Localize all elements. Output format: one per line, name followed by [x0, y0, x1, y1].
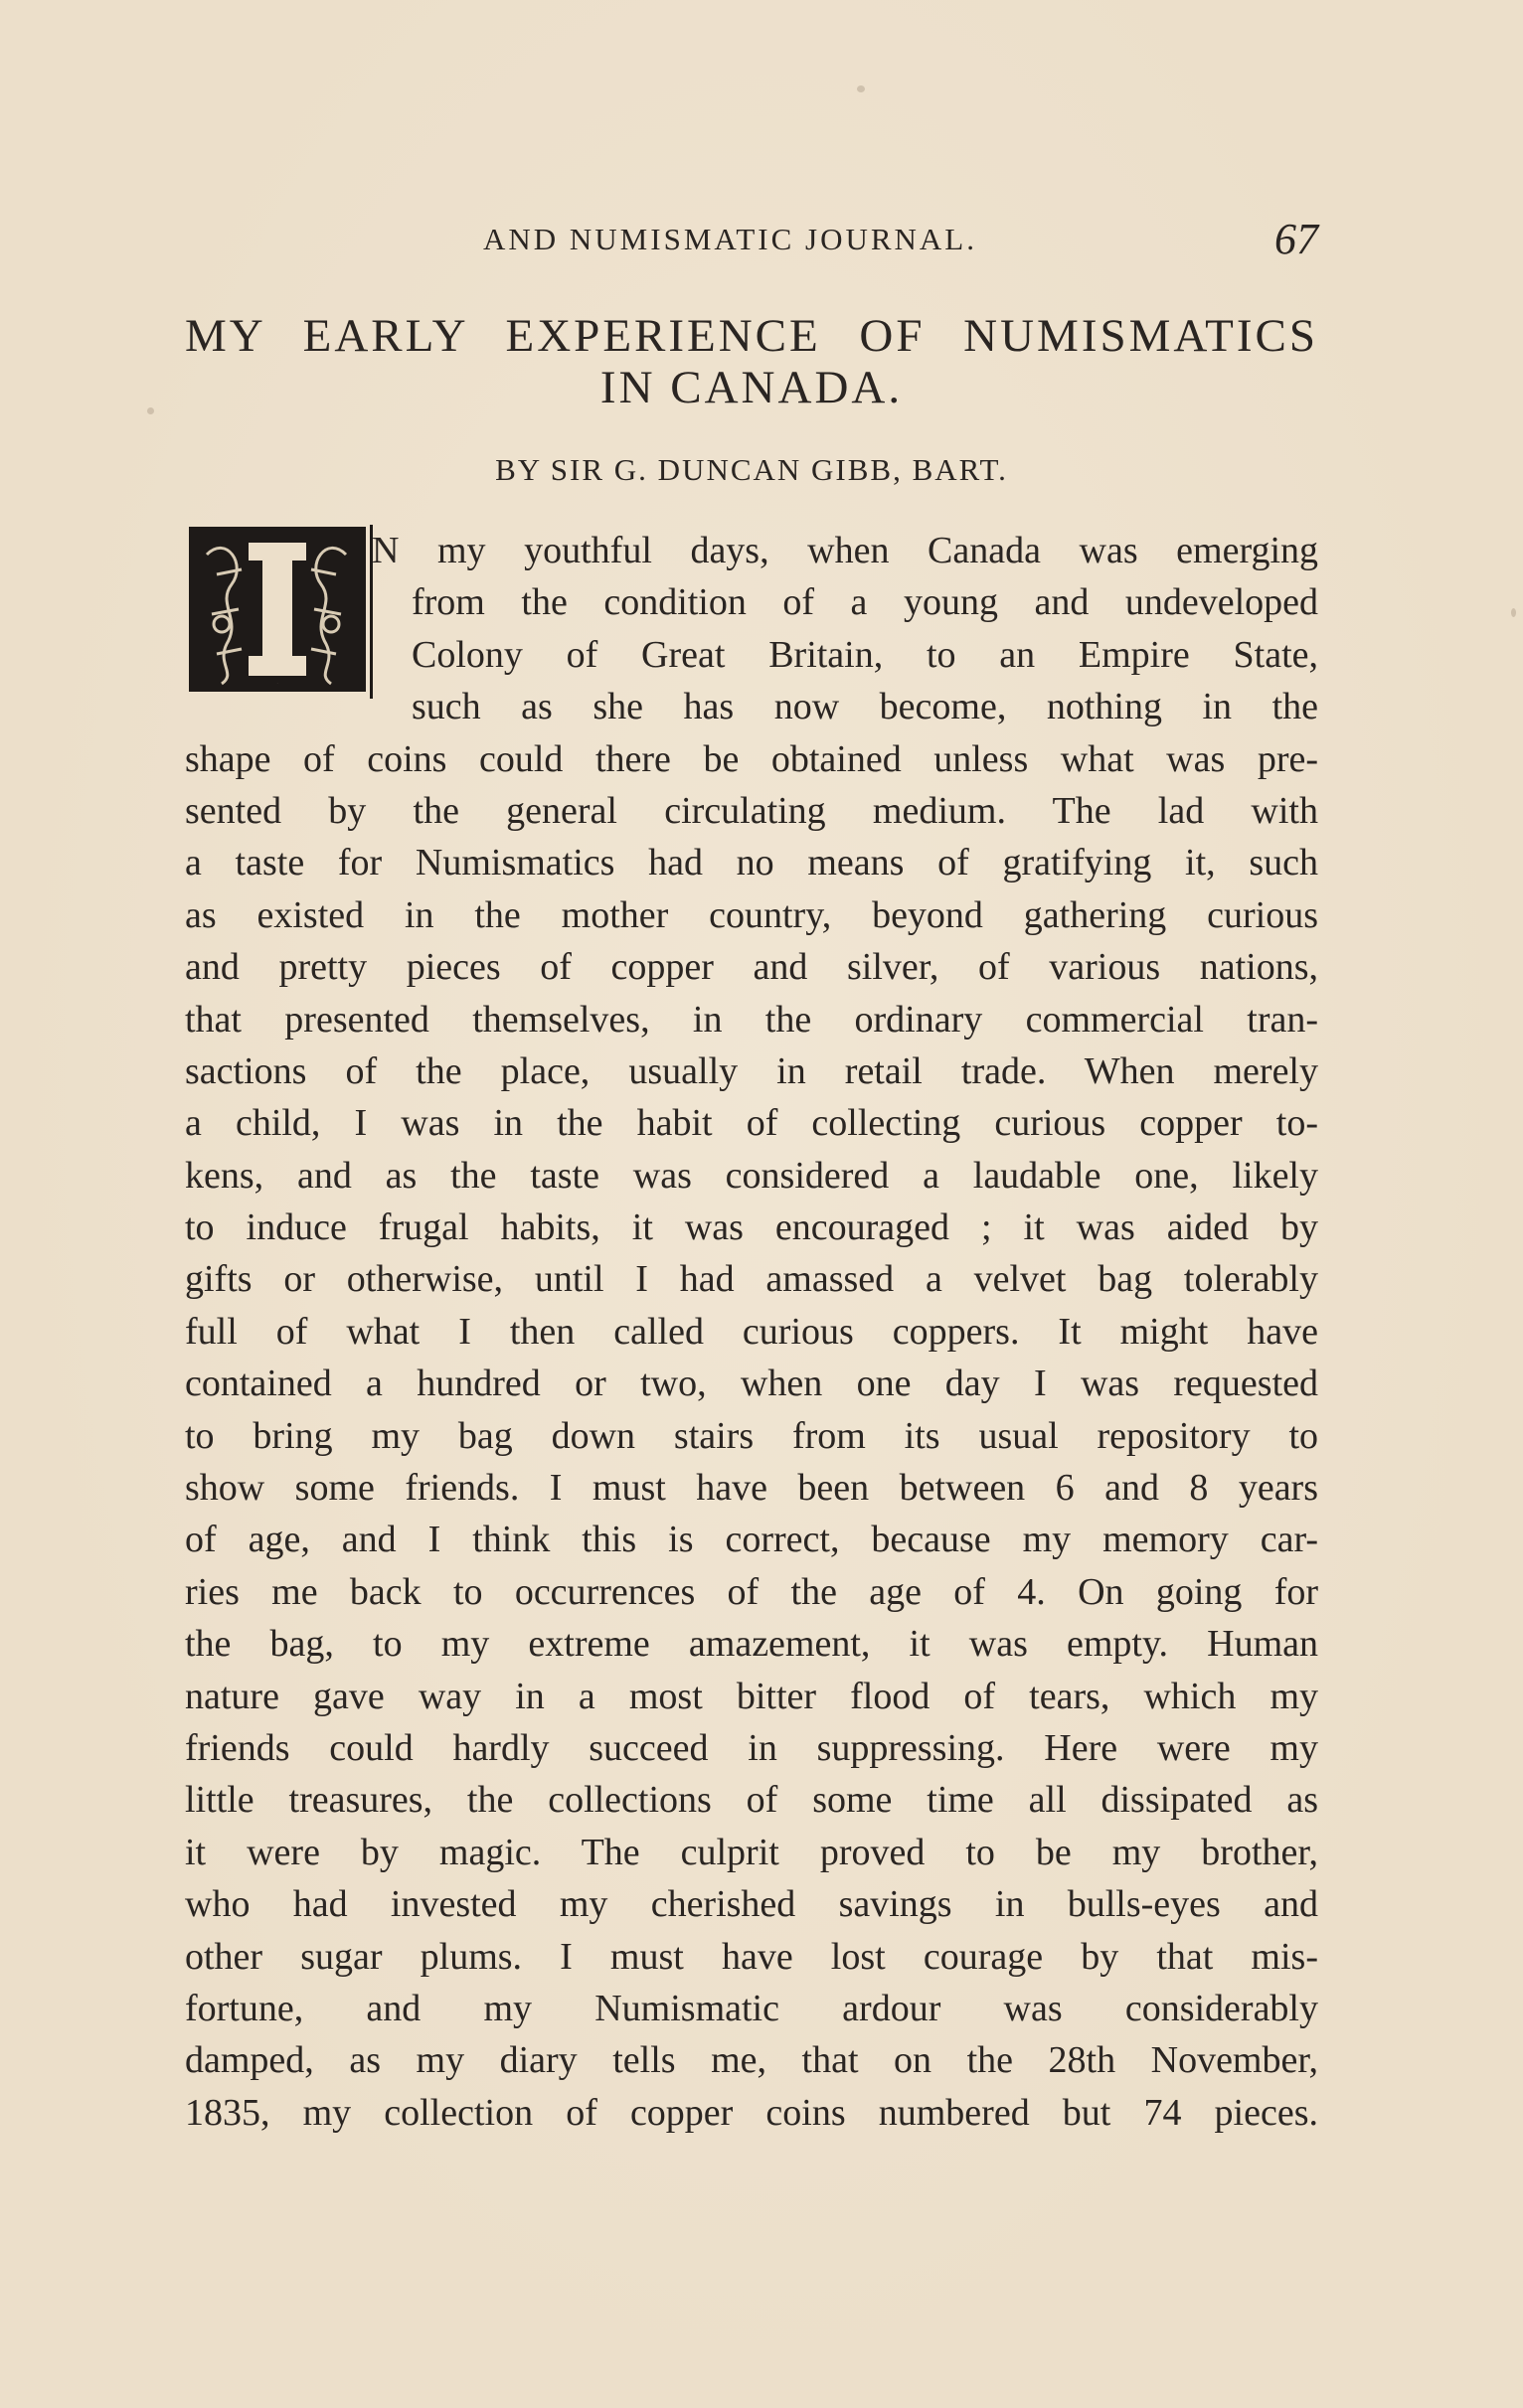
- body-line: 1835, my collection of copper coins numbered but 74 pieces.: [185, 2091, 1318, 2134]
- body-line: and pretty pieces of copper and silver, of various nations,: [185, 946, 1318, 989]
- body-line: contained a hundred or two, when one day I was requested: [185, 1363, 1318, 1405]
- body-line: sactions of the place, usually in retail trade. When merely: [185, 1049, 1318, 1092]
- body-line: the bag, to my extreme amazement, it was empty. Human: [185, 1623, 1318, 1666]
- body-line: little treasures, the collections of some time all dissipated as: [185, 1779, 1318, 1822]
- body-line: such as she has now become, nothing in the: [412, 686, 1318, 728]
- body-line: show some friends. I must have been between 6 and 8 years: [185, 1467, 1318, 1510]
- article-title-line-2: IN CANADA.: [599, 362, 904, 413]
- body-line: that presented themselves, in the ordinary commercial tran-: [185, 998, 1318, 1041]
- body-line: ries me back to occurrences of the age of 4. On going for: [185, 1570, 1318, 1613]
- article-title-line-1: MY EARLY EXPERIENCE OF NUMISMATICS: [185, 310, 1318, 362]
- body-line: to bring my bag down stairs from its usual repository to: [185, 1414, 1318, 1457]
- body-line: of age, and I think this is correct, because my memory car-: [185, 1519, 1318, 1561]
- body-line: shape of coins could there be obtained unless what was pre-: [185, 737, 1318, 780]
- drop-cap-letter: I: [276, 684, 278, 685]
- body-line: from the condition of a young and undeveloped: [412, 581, 1318, 624]
- body-line: other sugar plums. I must have lost courage by that mis-: [185, 1935, 1318, 1978]
- running-head-title: AND NUMISMATIC JOURNAL.: [483, 222, 977, 256]
- body-line: as existed in the mother country, beyond gathering curious: [185, 893, 1318, 936]
- article-title: [185, 310, 1318, 413]
- body-line: sented by the general circulating medium. The lad with: [185, 789, 1318, 832]
- paper-speck: [1511, 608, 1516, 617]
- paper-speck: [147, 407, 154, 414]
- body-line: fortune, and my Numismatic ardour was considerably: [185, 1987, 1318, 2029]
- body-line: kens, and as the taste was considered a laudable one, likely: [185, 1154, 1318, 1197]
- article-body: [185, 525, 1318, 2139]
- body-line: damped, as my diary tells me, that on the 28th November,: [185, 2039, 1318, 2082]
- body-line: Colony of Great Britain, to an Empire State,: [412, 633, 1318, 676]
- body-line: gifts or otherwise, until I had amassed a velvet bag tolerably: [185, 1258, 1318, 1301]
- author-byline: BY SIR G. DUNCAN GIBB, BART.: [495, 452, 1008, 487]
- body-line: friends could hardly succeed in suppressing. Here were my: [185, 1726, 1318, 1769]
- paper-speck: [857, 85, 865, 92]
- body-line: it were by magic. The culprit proved to be my brother,: [185, 1831, 1318, 1873]
- body-line: a taste for Numismatics had no means of gratifying it, such: [185, 842, 1318, 884]
- body-line: nature gave way in a most bitter flood of tears, which my: [185, 1675, 1318, 1717]
- body-line: N my youthful days, when Canada was emerging: [372, 530, 1318, 571]
- body-line: a child, I was in the habit of collecting curious copper to-: [185, 1102, 1318, 1145]
- body-line: who had invested my cherished savings in bulls-eyes and: [185, 1883, 1318, 1926]
- body-line: to induce frugal habits, it was encouraged ; it was aided by: [185, 1206, 1318, 1249]
- body-line: full of what I then called curious coppers. It might have: [185, 1310, 1318, 1353]
- page-number: 67: [1274, 215, 1318, 263]
- running-head: [185, 214, 1318, 273]
